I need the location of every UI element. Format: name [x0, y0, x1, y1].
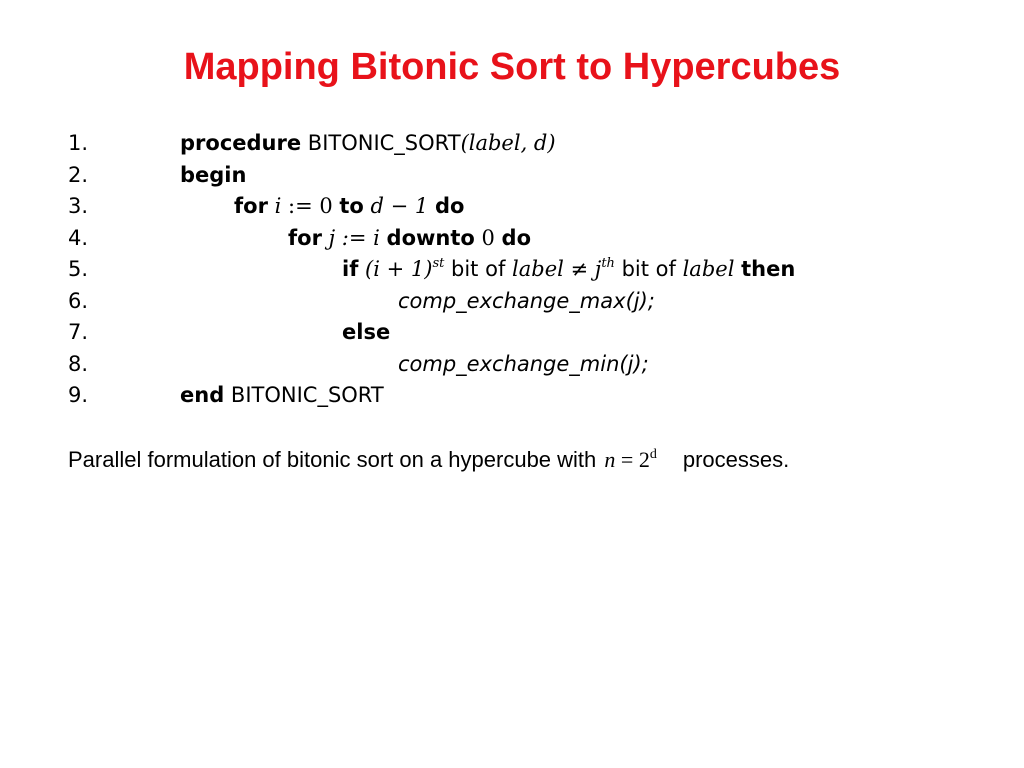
bit-of-text: bit of [614, 257, 683, 281]
line-number: 8. [68, 351, 89, 376]
code-line-7 [68, 317, 948, 349]
equation-operator: = 2 [615, 447, 650, 472]
equation-exponent: d [649, 447, 657, 462]
keyword-for: for [234, 194, 268, 218]
label-var: label [682, 257, 735, 281]
keyword-do: do [501, 225, 532, 250]
call-comp-exchange-max: comp_exchange_max(j); [398, 288, 655, 313]
slide-title: Mapping Bitonic Sort to Hypercubes [183, 46, 841, 88]
lower-bound: 0 [474, 225, 502, 250]
code-line-3 [68, 191, 948, 223]
keyword-then: then [741, 257, 796, 281]
call-comp-exchange-min: comp_exchange_min(j); [398, 351, 649, 376]
upper-bound: d − 1 [363, 194, 435, 218]
line-number: 1. [68, 131, 89, 155]
code-line-8 [68, 349, 948, 381]
procedure-name: BITONIC_SORT [307, 131, 461, 155]
line-number: 5. [68, 257, 89, 281]
superscript-th: th [601, 256, 615, 271]
caption-text-end: processes. [682, 447, 790, 472]
figure-caption [68, 444, 1008, 476]
keyword-end: end [180, 383, 225, 407]
line-number: 4. [68, 225, 89, 250]
line-number: 7. [68, 320, 89, 344]
line-number: 3. [68, 194, 89, 218]
keyword-procedure: procedure [180, 131, 302, 155]
code-line-6 [68, 286, 948, 318]
label-var: label [512, 257, 564, 281]
bit-index-expr: (i + 1) [358, 257, 433, 281]
code-line-5 [68, 254, 948, 286]
procedure-params: (label, d) [460, 131, 556, 155]
line-number: 2. [68, 162, 89, 187]
caption-text: Parallel formulation of bitonic sort on a hypercube with [68, 447, 603, 472]
code-line-4 [68, 223, 948, 255]
keyword-do: do [434, 194, 465, 218]
procedure-name: BITONIC_SORT [230, 383, 384, 407]
code-line-9 [68, 380, 948, 412]
loop-var-i: i [274, 194, 282, 218]
equation-variable: n [604, 447, 616, 472]
algorithm-listing [68, 128, 948, 412]
keyword-to: to [339, 194, 364, 218]
assign-expr: := i [335, 225, 387, 250]
code-line-2 [68, 160, 948, 192]
keyword-begin: begin [180, 162, 247, 187]
line-number: 6. [68, 288, 89, 313]
superscript-st: st [432, 256, 445, 271]
keyword-for: for [288, 225, 322, 250]
loop-var-j: j [328, 225, 336, 250]
line-number: 9. [68, 383, 89, 407]
process-count-equation [604, 447, 656, 472]
bit-of-text: bit of [444, 257, 513, 281]
keyword-else: else [342, 320, 391, 344]
code-line-1 [68, 128, 948, 160]
assign-expr: := 0 [281, 194, 340, 218]
keyword-if: if [342, 257, 359, 281]
not-equal-expr: ≠ j [563, 257, 602, 281]
keyword-downto: downto [386, 225, 475, 250]
